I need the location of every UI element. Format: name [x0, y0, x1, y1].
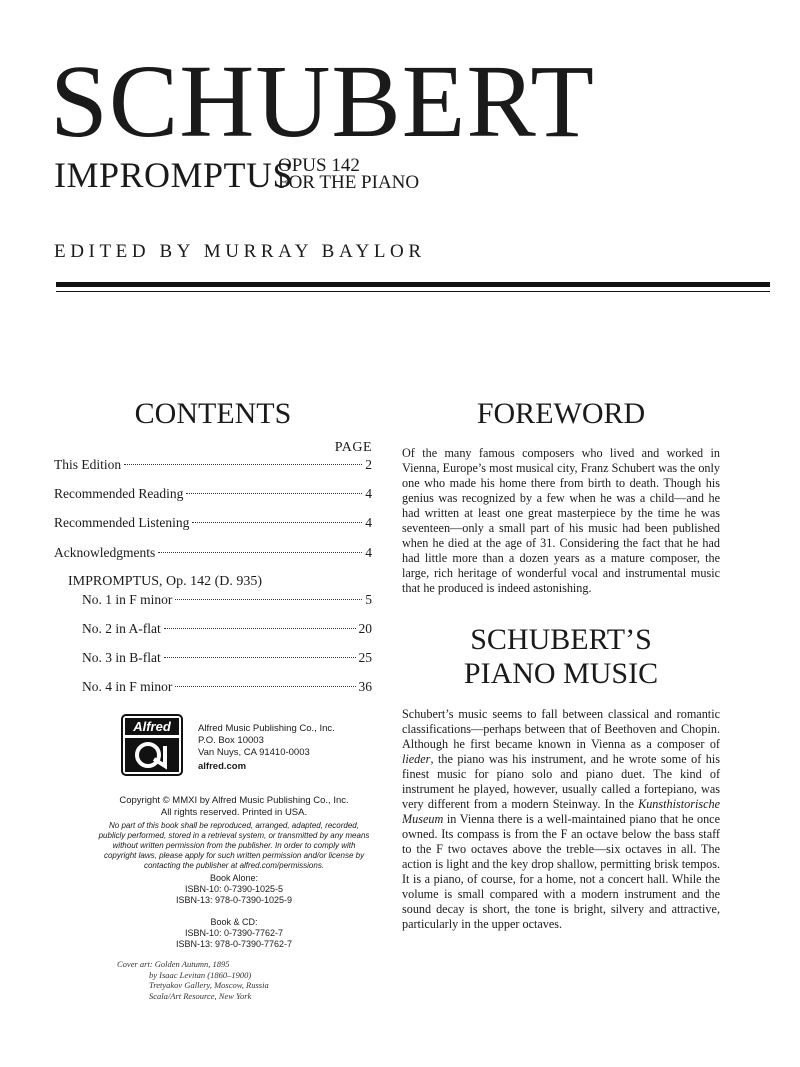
toc-entry-page: 4: [365, 515, 372, 530]
instrument-line: FOR THE PIANO: [278, 172, 420, 193]
credit-line: Scala/Art Resource, New York: [149, 990, 252, 1001]
toc-piece-no3: [82, 649, 372, 667]
toc-piece-page: 20: [358, 621, 372, 636]
contents-heading: CONTENTS: [134, 397, 292, 430]
paragraph-text: , the piano was his instrument, and he wrote some of his finest music for piano solo and piano duet. The kind of instrument he played, however, usually called a fortepiano, was very different from a modern Steinway. In the: [402, 752, 720, 811]
opus-number: OPUS 142: [278, 155, 360, 176]
isbn-label: Book Alone:: [209, 873, 259, 883]
page-column-label: PAGE: [334, 440, 372, 455]
legal-line: copyright laws, please apply for such written permission and/or license by: [103, 851, 365, 860]
foreword-heading: FOREWORD: [476, 397, 646, 430]
toc-entry-label: Recommended Listening: [54, 515, 190, 530]
toc-piece-label: No. 2 in A-flat: [82, 621, 161, 636]
header-rule-thick: [56, 282, 770, 287]
toc-leader: [164, 628, 356, 629]
toc-leader: [124, 464, 362, 465]
toc-piece-label: No. 3 in B-flat: [82, 650, 161, 665]
editor-line: EDITED BY MURRAY BAYLOR: [54, 241, 426, 262]
toc-entry-page: 4: [365, 486, 372, 501]
toc-entry-page: 4: [365, 545, 372, 560]
isbn-13: ISBN-13: 978-0-7390-1025-9: [175, 895, 293, 905]
isbn-book-cd: [114, 917, 354, 950]
legal-line: contacting the publisher at alfred.com/permissions.: [143, 861, 325, 870]
toc-leader: [192, 522, 362, 523]
paragraph-italic-term: lieder: [402, 752, 431, 766]
publisher-city: Van Nuys, CA 91410-0003: [198, 747, 310, 758]
toc-leader: [164, 657, 356, 658]
toc-entry-label: Acknowledgments: [54, 545, 156, 560]
copyright-notice: [54, 795, 414, 818]
piano-heading-line: PIANO MUSIC: [463, 657, 659, 690]
toc-entry-acknowledgments: [54, 544, 372, 562]
cover-art-credits: [117, 959, 269, 1001]
toc-entry-label: This Edition: [54, 457, 122, 472]
credit-line: Cover art: Golden Autumn, 1895: [117, 959, 230, 969]
isbn-10: ISBN-10: 0-7390-1025-5: [184, 884, 284, 894]
toc-piece-page: 5: [365, 592, 372, 607]
toc-leader: [158, 552, 362, 553]
piano-heading-line: SCHUBERT’S: [470, 623, 652, 656]
composer-title: SCHUBERT: [50, 44, 595, 159]
alfred-logo-icon: [121, 714, 183, 776]
toc-entry-recommended-listening: [54, 514, 372, 532]
credit-line: Tretyakov Gallery, Moscow, Russia: [149, 980, 269, 991]
paragraph-text: in Vienna there is a well-maintained piano that he once owned. Its compass is from the F an octave below the bass staff to the F two octaves above the treble—six octaves in all. The action is light and the key drop shallow, permitting brisk tempos. It is a piano, of course, for a home, not a concert hall. While the volume is small compared with a modern instrument and the sound decay is short, the tone is bright, silvery and attractive, particularly in the upper octaves.: [402, 812, 720, 931]
toc-piece-label: No. 4 in F minor: [82, 679, 173, 694]
legal-line: without written permission from the publisher. In order to comply with: [112, 841, 356, 850]
toc-piece-page: 25: [358, 650, 372, 665]
isbn-10: ISBN-10: 0-7390-7762-7: [184, 928, 284, 938]
impromptus-heading: IMPROMPTUS, Op. 142 (D. 935): [68, 574, 263, 589]
header-rule-thin: [56, 291, 770, 292]
toc-entry-this-edition: [54, 456, 372, 474]
alfred-logo-text: Alfred: [133, 719, 171, 734]
legal-line: publicly performed, stored in a retrieval system, or transmitted by any means: [98, 831, 370, 840]
foreword-paragraph: Of the many famous composers who lived and worked in Vienna, Europe’s most musical city, Franz Schubert was the only one who made his home there from birth to death. Though his genius was recognized by a few when he was a child—and he had written at least one great masterpiece by the time he was seventeen—only a small part of his music had been published when he died at the age of 31. Considering the fact that he had had little more than a dozen years as a mature composer, the large, rich heritage of wonderful vocal and instrumental music that he produced is indeed astonishing.: [402, 446, 720, 595]
paragraph-text: Schubert’s music seems to fall between classical and romantic classifications—perhaps between that of Beethoven and Chopin. Although he first became known in Vienna as a composer of: [402, 707, 720, 751]
toc-entry-recommended-reading: [54, 485, 372, 503]
toc-piece-no2: [82, 620, 372, 638]
credit-line: by Isaac Levitan (1860–1900): [149, 969, 252, 980]
legal-line: No part of this book shall be reproduced, arranged, adapted, recorded,: [109, 821, 359, 830]
toc-leader: [175, 599, 362, 600]
toc-entry-label: Recommended Reading: [54, 486, 184, 501]
rights-line: All rights reserved. Printed in USA.: [160, 806, 308, 818]
isbn-label: Book & CD:: [210, 917, 258, 927]
piano-music-heading: [402, 623, 720, 691]
toc-piece-no4: [82, 678, 372, 696]
paragraph-italic-term: Kunsthistorische Museum: [402, 797, 720, 826]
publisher-address: [198, 723, 335, 773]
toc-piece-label: No. 1 in F minor: [82, 592, 173, 607]
work-title: IMPROMPTUS: [54, 155, 294, 195]
publisher-name: Alfred Music Publishing Co., Inc.: [198, 723, 335, 734]
toc-entry-page: 2: [365, 457, 372, 472]
toc-leader: [175, 686, 355, 687]
toc-piece-page: 36: [358, 679, 372, 694]
publisher-po-box: P.O. Box 10003: [198, 735, 264, 746]
toc-leader: [186, 493, 362, 494]
piano-music-paragraph: [402, 707, 720, 932]
isbn-13: ISBN-13: 978-0-7390-7762-7: [175, 939, 293, 949]
publisher-website-link[interactable]: alfred.com: [198, 761, 247, 772]
legal-notice: [54, 821, 414, 871]
toc-piece-no1: [82, 591, 372, 609]
copyright-line: Copyright © MMXI by Alfred Music Publishing Co., Inc.: [119, 795, 349, 806]
isbn-book-alone: [114, 873, 354, 906]
